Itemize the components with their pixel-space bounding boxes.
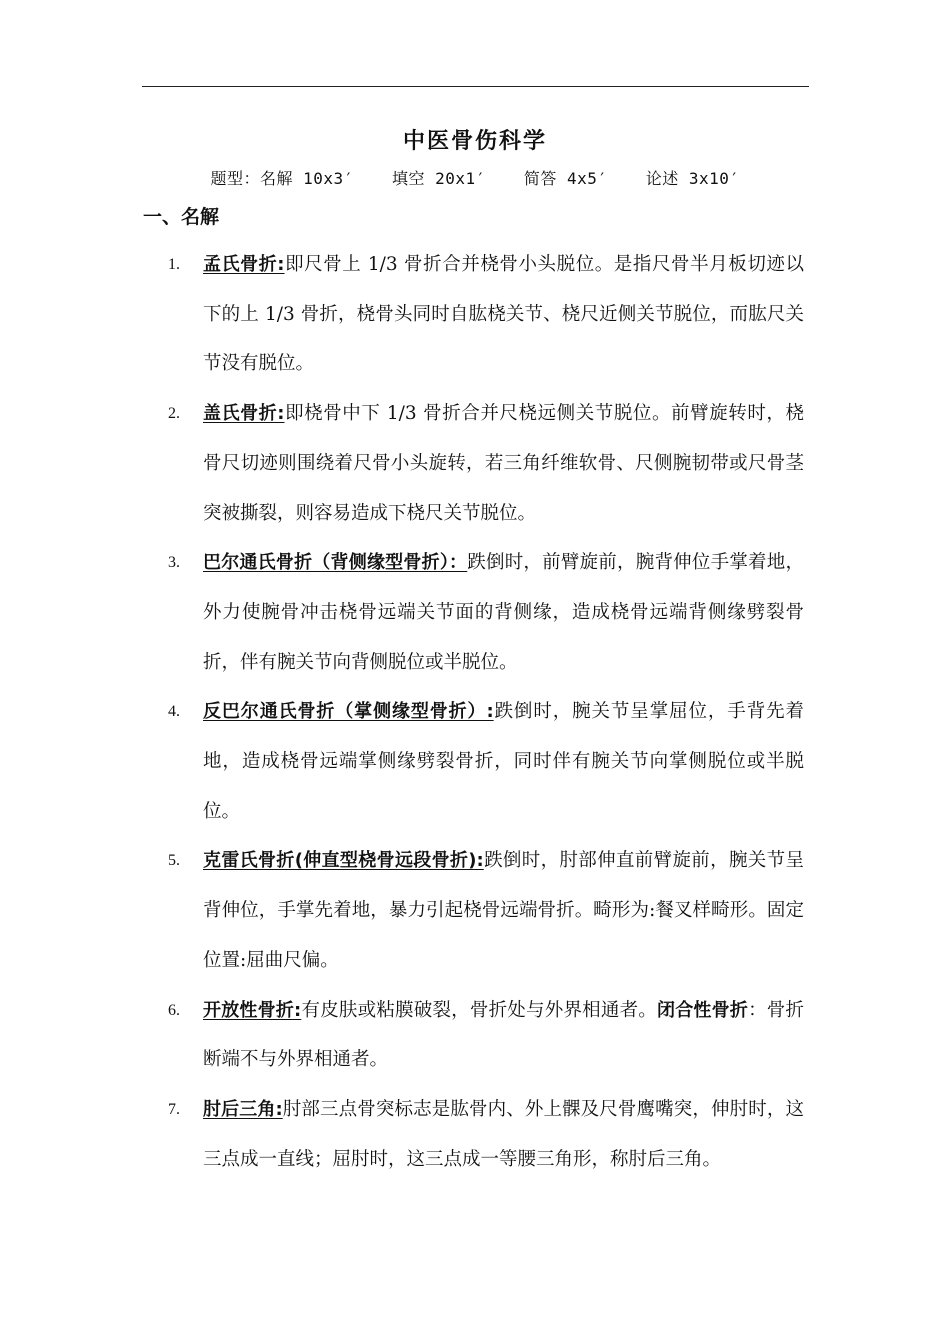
list-item bbox=[0, 538, 950, 687]
item-number: 3. bbox=[168, 554, 180, 572]
term-label: 反巴尔通氏骨折（掌侧缘型骨折）: bbox=[203, 701, 494, 723]
term-definition: 即尺骨上 1/3 骨折合并桡骨小头脱位。是指尺骨半月板切迹以下的上 1/3 骨折，桡骨头同时自肱桡关节、桡尺近侧关节脱位，而肱尺关节没有脱位。 bbox=[203, 254, 804, 375]
second-term-definition: ：骨折断端不与外界相通者。 bbox=[203, 999, 804, 1071]
list-item bbox=[0, 1085, 950, 1184]
question-type-fill-blank: 填空 20x1′ bbox=[391, 169, 486, 188]
question-type-short-answer: 简答 4x5′ bbox=[523, 169, 608, 188]
term-definition: 跌倒时，前臂旋前，腕背伸位手掌着地，外力使腕骨冲击桡骨远端关节面的背侧缘，造成桡骨远端背侧缘劈裂骨折，伴有腕关节向背侧脱位或半脱位。 bbox=[203, 552, 804, 673]
item-number: 5. bbox=[168, 852, 180, 870]
term-definition: 肘部三点骨突标志是肱骨内、外上髁及尺骨鹰嘴突，伸肘时，这三点成一直线；屈肘时，这三点成一等腰三角形，称肘后三角。 bbox=[203, 1098, 804, 1170]
term-definition: 即桡骨中下 1/3 骨折合并尺桡远侧关节脱位。前臂旋转时，桡骨尺切迹则围绕着尺骨小头旋转，若三角纤维软骨、尺侧腕韧带或尺骨茎突被撕裂，则容易造成下桡尺关节脱位。 bbox=[203, 403, 804, 524]
list-item bbox=[0, 389, 950, 538]
term-definition-list bbox=[0, 240, 950, 1184]
document-title: 中医骨伤科学 bbox=[402, 129, 547, 154]
item-number: 7. bbox=[168, 1100, 180, 1118]
item-number: 1. bbox=[168, 256, 180, 273]
term-label: 克雷氏骨折(伸直型桡骨远段骨折): bbox=[203, 850, 484, 872]
list-item bbox=[0, 836, 950, 985]
term-definition: 跌倒时，肘部伸直前臂旋前，腕关节呈背伸位，手掌先着地，暴力引起桡骨远端骨折。畸形为:餐叉样畸形。固定位置:屈曲尺偏。 bbox=[203, 850, 804, 971]
term-label: 巴尔通氏骨折（背侧缘型骨折）： bbox=[203, 552, 468, 574]
question-types-line bbox=[0, 166, 950, 189]
list-item bbox=[0, 240, 950, 389]
term-definition: 有皮肤或粘膜破裂，骨折处与外界相通者。 bbox=[301, 999, 657, 1021]
item-number: 4. bbox=[168, 703, 180, 721]
term-label: 肘后三角: bbox=[203, 1098, 283, 1120]
item-number: 2. bbox=[168, 405, 180, 423]
header-rule bbox=[142, 86, 809, 87]
term-label: 盖氏骨折: bbox=[203, 403, 285, 425]
term-definition: 跌倒时，腕关节呈掌屈位，手背先着地，造成桡骨远端掌侧缘劈裂骨折，同时伴有腕关节向掌侧脱位或半脱位。 bbox=[203, 701, 804, 822]
question-type-essay: 论述 3x10′ bbox=[645, 169, 740, 188]
section-heading: 一、名解 bbox=[143, 206, 220, 228]
list-item bbox=[0, 986, 950, 1085]
question-type-noun-explanation: 题型：名解 10x3′ bbox=[210, 169, 354, 188]
item-number: 6. bbox=[168, 1001, 180, 1019]
list-item bbox=[0, 687, 950, 836]
second-term-label: 闭合性骨折 bbox=[657, 999, 749, 1021]
term-label: 开放性骨折: bbox=[203, 999, 302, 1021]
term-label: 孟氏骨折: bbox=[203, 254, 285, 275]
